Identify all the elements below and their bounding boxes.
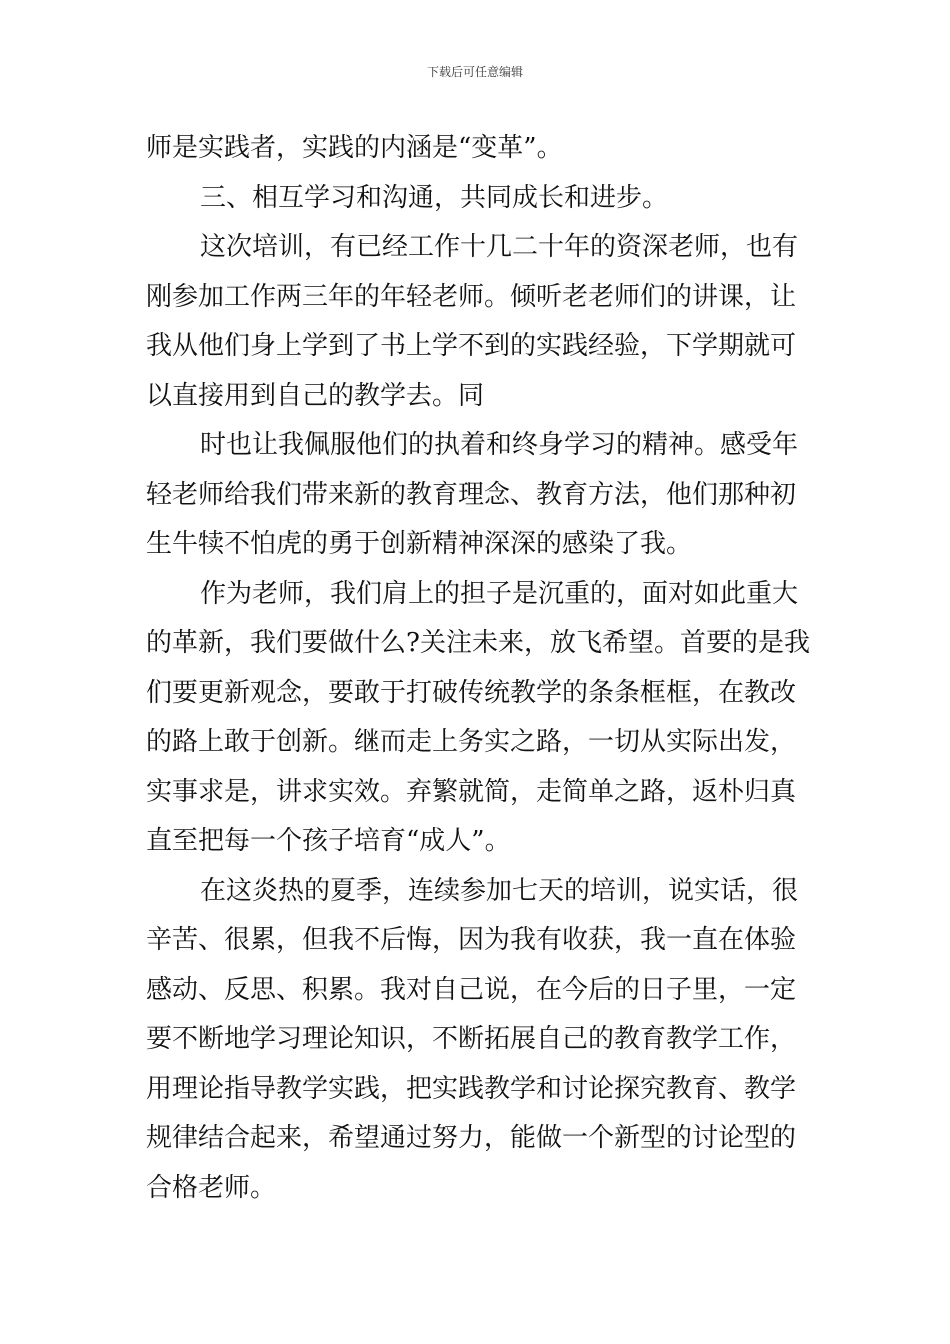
text-line: 我从他们身上学到了书上学不到的实践经验，下学期就可 <box>146 331 797 361</box>
text-line: 刚参加工作两三年的年轻老师。倾听老老师们的讲课，让 <box>146 281 797 312</box>
text-line: 作为老师，我们肩上的担子是沉重的，面对如此重大 <box>200 578 799 609</box>
text-line: 以直接用到自己的教学去。同 <box>146 380 485 411</box>
text-line: 轻老师给我们带来新的教育理念、教育方法，他们那种初 <box>146 479 797 510</box>
text-line: 们要更新观念，要敢于打破传统教学的条条框框，在教改 <box>146 677 797 708</box>
text-line: 生牛犊不怕虎的勇于创新精神深深的感染了我。 <box>146 529 693 559</box>
page-header: 下载后可任意编辑 <box>426 65 523 79</box>
text-line: 合格老师。 <box>146 1172 277 1203</box>
text-line: 规律结合起来，希望通过努力，能做一个新型的讨论型的 <box>146 1123 797 1153</box>
text-line: 这次培训，有已经工作十几二十年的资深老师，也有 <box>200 232 799 262</box>
text-line: 用理论指导教学实践，把实践教学和讨论探究教育、教学 <box>146 1073 797 1104</box>
section-heading: 三、相互学习和沟通，共同成长和进步。 <box>200 182 669 213</box>
document-body <box>146 124 810 1213</box>
text-line: 要不断地学习理论知识，不断拓展自己的教育教学工作， <box>146 1024 797 1054</box>
text-line: 时也让我佩服他们的执着和终身学习的精神。感受年 <box>200 430 799 460</box>
text-line: 在这炎热的夏季，连续参加七天的培训，说实话，很 <box>200 875 799 906</box>
text-line: 直至把每一个孩子培育“成人”。 <box>146 826 511 856</box>
text-line: 的革新，我们要做什么?关注未来，放飞希望。首要的是我 <box>146 628 810 658</box>
text-line: 辛苦、很累，但我不后悔，因为我有收获，我一直在体验 <box>146 925 797 955</box>
text-line: 师是实践者，实践的内涵是“变革”。 <box>146 133 563 163</box>
text-line: 的路上敢于创新。继而走上务实之路，一切从实际出发， <box>146 727 797 757</box>
text-line: 实事求是，讲求实效。弃繁就简，走简单之路，返朴归真 <box>146 776 797 807</box>
text-line: 感动、反思、积累。我对自己说，在今后的日子里，一定 <box>146 974 797 1005</box>
